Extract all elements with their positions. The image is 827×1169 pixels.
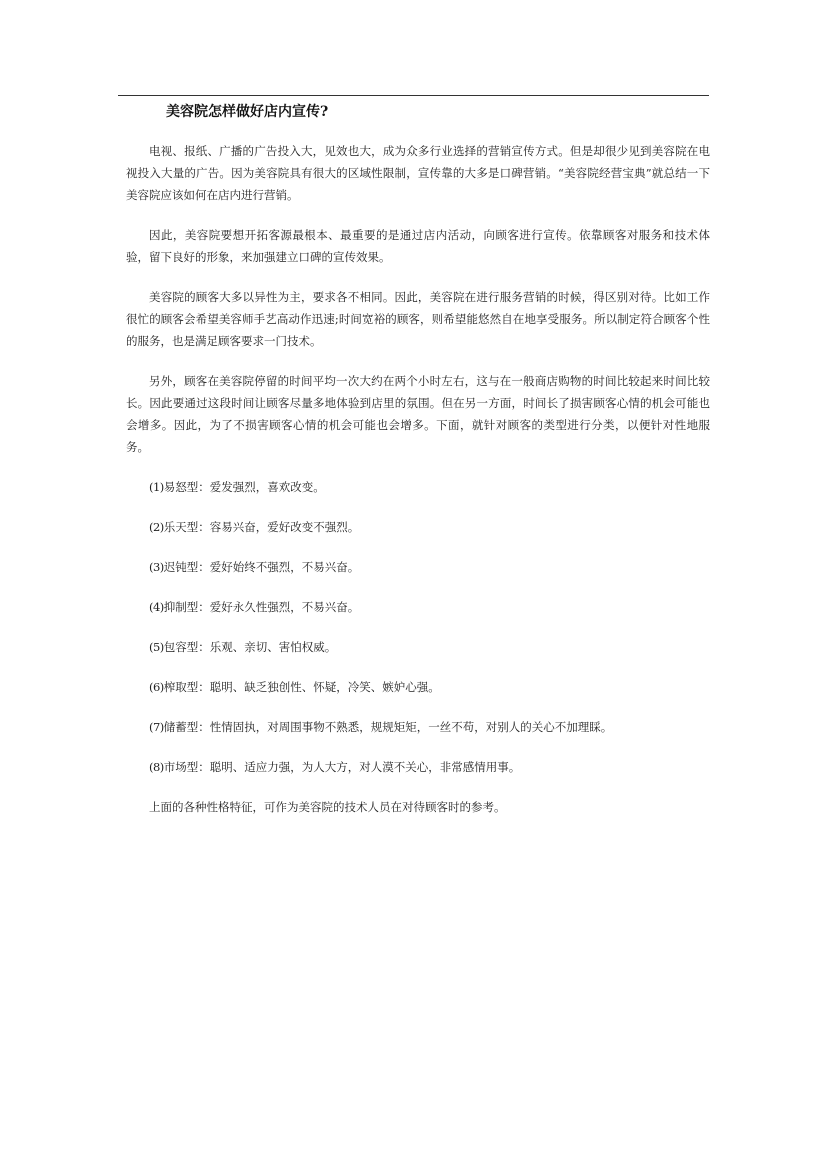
type-text: 榨取型：聪明、缺乏独创性、怀疑，冷笑、嫉妒心强。: [163, 680, 440, 694]
type-text: 市场型：聪明、适应力强，为人大方，对人漠不关心，非常感情用事。: [163, 760, 521, 774]
conclusion-paragraph: 上面的各种性格特征，可作为美容院的技术人员在对待顾客时的参考。: [149, 800, 506, 814]
type-number: (2): [149, 520, 164, 534]
type-text: 乐天型：容易兴奋，爱好改变不强烈。: [163, 520, 360, 534]
type-number: (6): [149, 680, 164, 694]
type-list-item: [126, 596, 710, 618]
article-body: [126, 140, 710, 836]
paragraph-intro: 电视、报纸、广播的广告投入大，见效也大，成为众多行业选择的营销宣传方式。但是却很少见到美容院在电视投入大量的广告。因为美容院具有很大的区域性限制，宣传靠的大多是口碑营销。“美容院经营宝典”就总结一下美容院应该如何在店内进行营销。: [126, 144, 710, 202]
type-list-item: [126, 756, 710, 778]
type-list-item: [126, 716, 710, 738]
type-number: (4): [149, 600, 164, 614]
type-number: (8): [149, 760, 164, 774]
type-text: 包容型：乐观、亲切、害怕权威。: [163, 640, 337, 654]
type-number: (1): [149, 480, 164, 494]
type-text: 迟钝型：爱好始终不强烈，不易兴奋。: [163, 560, 360, 574]
article-title: 美容院怎样做好店内宣传?: [166, 104, 329, 120]
type-list-item: [126, 556, 710, 578]
type-text: 储蓄型：性情固执，对周围事物不熟悉，规规矩矩，一丝不苟，对别人的关心不加理睬。: [163, 720, 613, 734]
type-number: (3): [149, 560, 164, 574]
type-text: 抑制型：爱好永久性强烈，不易兴奋。: [163, 600, 360, 614]
type-list-item: [126, 676, 710, 698]
type-number: (5): [149, 640, 164, 654]
header-rule: [118, 95, 709, 96]
type-list-item: [126, 516, 710, 538]
type-list-item: [126, 636, 710, 658]
type-text: 易怒型：爱发强烈，喜欢改变。: [163, 480, 325, 494]
paragraph-visit-duration: 另外，顾客在美容院停留的时间平均一次大约在两个小时左右，这与在一般商店购物的时间比较起来时间比较长。因此要通过这段时间让顾客尽量多地体验到店里的氛围。但在另一方面，时间长了损害顾客心情的机会可能也会增多。因此，为了不损害顾客心情的机会可能也会增多。下面，就针对顾客的类型进行分类，以便针对性地服务。: [126, 374, 710, 454]
type-number: (7): [149, 720, 164, 734]
type-list-item: [126, 476, 710, 498]
paragraph-store-activities: 因此，美容院要想开拓客源最根本、最重要的是通过店内活动，向顾客进行宣传。依靠顾客对服务和技术体验，留下良好的形象，来加强建立口碑的宣传效果。: [126, 228, 710, 264]
paragraph-customer-needs: 美容院的顾客大多以异性为主，要求各不相同。因此，美容院在进行服务营销的时候，得区别对待。比如工作很忙的顾客会希望美容师手艺高动作迅速;时间宽裕的顾客，则希望能悠然自在地享受服务。所以制定符合顾客个性的服务，也是满足顾客要求一门技术。: [126, 290, 710, 348]
